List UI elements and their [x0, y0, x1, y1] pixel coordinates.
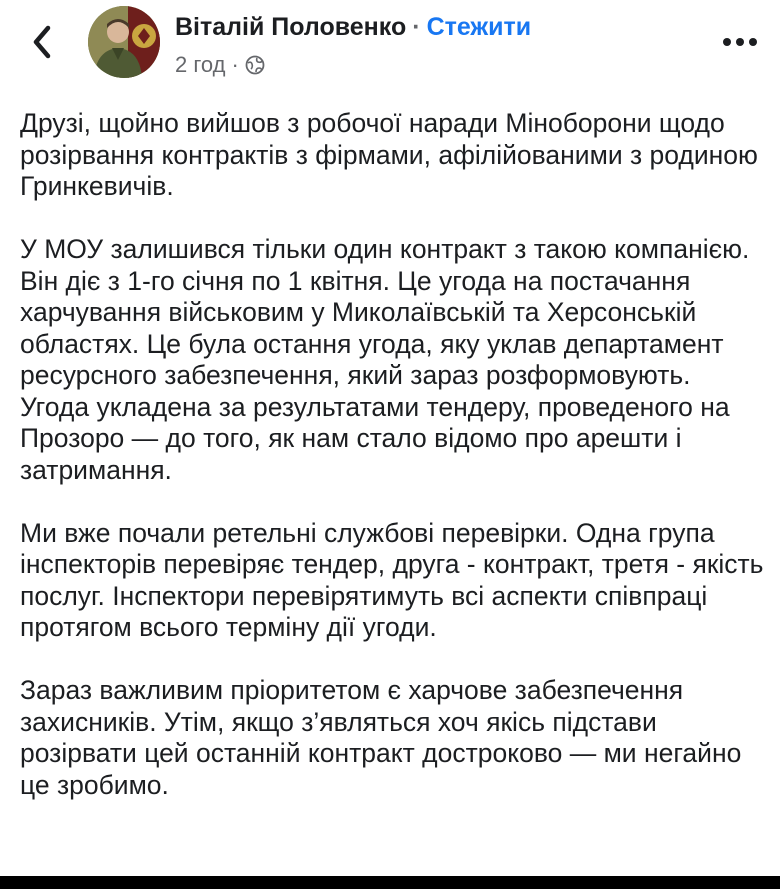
author-line	[175, 13, 531, 42]
avatar[interactable]	[88, 6, 160, 78]
follow-button[interactable]: Стежити	[426, 13, 532, 41]
post-paragraph: Ми вже почали ретельні службові перевірки. Одна група інспекторів перевіряє тендер, друга - контракт, третя - якість послуг. Інспектори перевірятимуть всі аспекти співпраці протягом всього терміну дії угоди.	[20, 517, 764, 642]
meta-separator: ·	[231, 52, 239, 77]
timestamp[interactable]: 2 год	[175, 52, 226, 77]
post-header	[0, 0, 780, 90]
post-meta	[175, 52, 265, 78]
back-button[interactable]	[22, 20, 62, 64]
post-paragraph: Зараз важливим пріоритетом є харчове забезпечення захисників. Утім, якщо з’являться хоч якісь підстави розірвати цей останній контракт достроково — ми негайно це зробимо.	[20, 675, 742, 800]
globe-icon	[245, 55, 265, 75]
more-horizontal-icon	[722, 37, 758, 47]
separator-dot: ·	[412, 13, 421, 41]
avatar-image	[88, 6, 160, 78]
post-paragraph: У МОУ залишився тільки один контракт з такою компанією. Він діє з 1-го січня по 1 квітня. Це угода на постачання харчування військовим у Миколаївській та Херсонській областях. Це була остання угода, яку уклав департамент ресурсного забезпечення, який зараз розформовують. Угода укладена за результатами тендеру, проведеного на Прозоро — до того, як нам стало відомо про арешти і затримання.	[20, 234, 750, 485]
post-paragraph: Друзі, щойно вийшов з робочої наради Міноборони щодо розірвання контрактів з фірмами, афілійованими з родиною Гринкевичів.	[20, 108, 758, 201]
post-body	[20, 108, 765, 801]
chevron-left-icon	[32, 25, 52, 59]
author-name[interactable]: Віталій Половенко	[175, 13, 407, 41]
bottom-edge-bar	[0, 876, 780, 889]
more-options-button[interactable]	[720, 30, 760, 54]
